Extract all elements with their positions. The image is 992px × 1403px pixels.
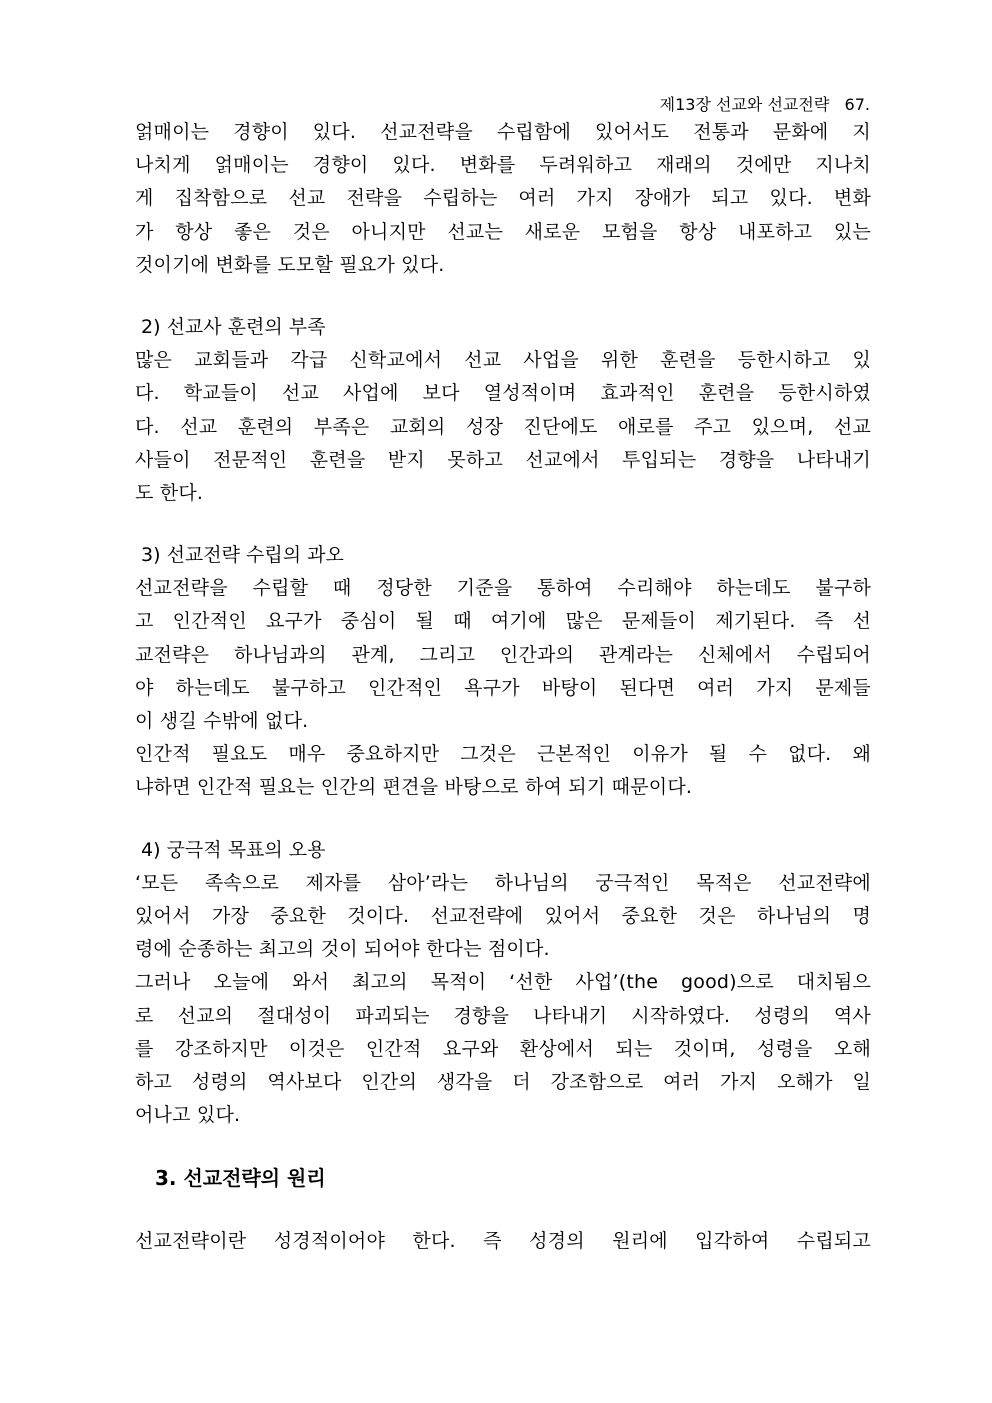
text-line: 이 생길 수밖에 없다. [135, 710, 309, 732]
spacer [135, 805, 871, 834]
text-line: 사들이 전문적인 훈련을 받지 못하고 선교에서 투입되는 경향을 나타내기 [135, 448, 871, 471]
running-header [660, 92, 870, 115]
subsection-4 [135, 834, 871, 1133]
text-line: 선교전략을 수립할 때 정당한 기준을 통하여 수리해야 하는데도 불구하 [135, 577, 871, 600]
paragraph [135, 572, 871, 738]
text-line: 선교전략이란 성경적이어야 한다. 즉 성경의 원리에 입각하여 수립되고 [135, 1230, 871, 1253]
paragraph [135, 738, 871, 804]
text-line: 많은 교회들과 각급 신학교에서 선교 사업을 위한 훈련을 등한시하고 있 [135, 349, 871, 372]
text-line: 있어서 가장 중요한 것이다. 선교전략에 있어서 중요한 것은 하나님의 명 [135, 904, 871, 927]
paragraph [135, 867, 871, 967]
text-line: 를 강조하지만 이것은 인간적 요구와 환상에서 되는 것이며, 성령을 오해 [135, 1037, 871, 1060]
text-line: 그러나 오늘에 와서 최고의 목적이 ‘선한 사업’(the good)으로 대치됨으 [135, 971, 871, 994]
subsection-heading: 4) 궁극적 목표의 오용 [135, 838, 326, 861]
spacer [135, 510, 871, 539]
text-line: 인간적 필요도 매우 중요하지만 그것은 근본적인 이유가 될 수 없다. 왜 [135, 743, 871, 766]
spacer [135, 282, 871, 311]
spacer [135, 1132, 871, 1162]
subsection-heading: 3) 선교전략 수립의 과오 [135, 544, 344, 567]
text-line: 가 항상 좋은 것은 아니지만 선교는 새로운 모험을 항상 내포하고 있는 [135, 220, 871, 243]
running-title: 제13장 선교와 선교전략 [659, 95, 830, 114]
text-line: 것이기에 변화를 도모할 필요가 있다. [135, 253, 445, 276]
text-line: 다. 선교 훈련의 부족은 교회의 성장 진단에도 애로를 주고 있으며, 선교 [135, 415, 871, 438]
text-line: 령에 순종하는 최고의 것이 되어야 한다는 점이다. [135, 938, 550, 961]
text-line: ‘모든 족속으로 제자를 삼아’라는 하나님의 궁극적인 목적은 선교전략에 [135, 871, 871, 894]
intro-paragraph [135, 116, 871, 282]
subsection-3 [135, 539, 871, 805]
paragraph [135, 966, 871, 1132]
page-body [135, 116, 871, 1258]
section-heading: 3. 선교전략의 원리 [155, 1166, 326, 1191]
text-line: 교전략은 하나님과의 관계, 그리고 인간과의 관계라는 신체에서 수립되어 [135, 643, 871, 666]
text-line: 도 한다. [135, 481, 204, 504]
text-line: 냐하면 인간적 필요는 인간의 편견을 바탕으로 하여 되기 때문이다. [135, 776, 693, 799]
text-line: 로 선교의 절대성이 파괴되는 경향을 나타내기 시작하였다. 성령의 역사 [135, 1004, 871, 1027]
text-line: 다. 학교들이 선교 사업에 보다 열성적이며 효과적인 훈련을 등한시하였 [135, 382, 871, 405]
subsection-heading: 2) 선교사 훈련의 부족 [135, 315, 326, 338]
text-line: 게 집착함으로 선교 전략을 수립하는 여러 가지 장애가 되고 있다. 변화 [135, 187, 871, 210]
section-3 [135, 1162, 871, 1258]
subsection-2 [135, 311, 871, 510]
paragraph [135, 344, 871, 510]
spacer [135, 1195, 871, 1225]
text-line: 얽매이는 경향이 있다. 선교전략을 수립함에 있어서도 전통과 문화에 지 [135, 121, 871, 143]
text-line: 고 인간적인 요구가 중심이 될 때 여기에 많은 문제들이 제기된다. 즉 선 [135, 610, 871, 633]
text-line: 어나고 있다. [135, 1104, 241, 1127]
text-line: 야 하는데도 불구하고 인간적인 욕구가 바탕이 된다면 여러 가지 문제들 [135, 676, 871, 699]
text-line: 나치게 얽매이는 경향이 있다. 변화를 두려워하고 재래의 것에만 지나치 [135, 154, 871, 177]
page-number: 67. [844, 95, 870, 114]
text-line: 하고 성령의 역사보다 인간의 생각을 더 강조함으로 여러 가지 오해가 일 [135, 1070, 871, 1093]
